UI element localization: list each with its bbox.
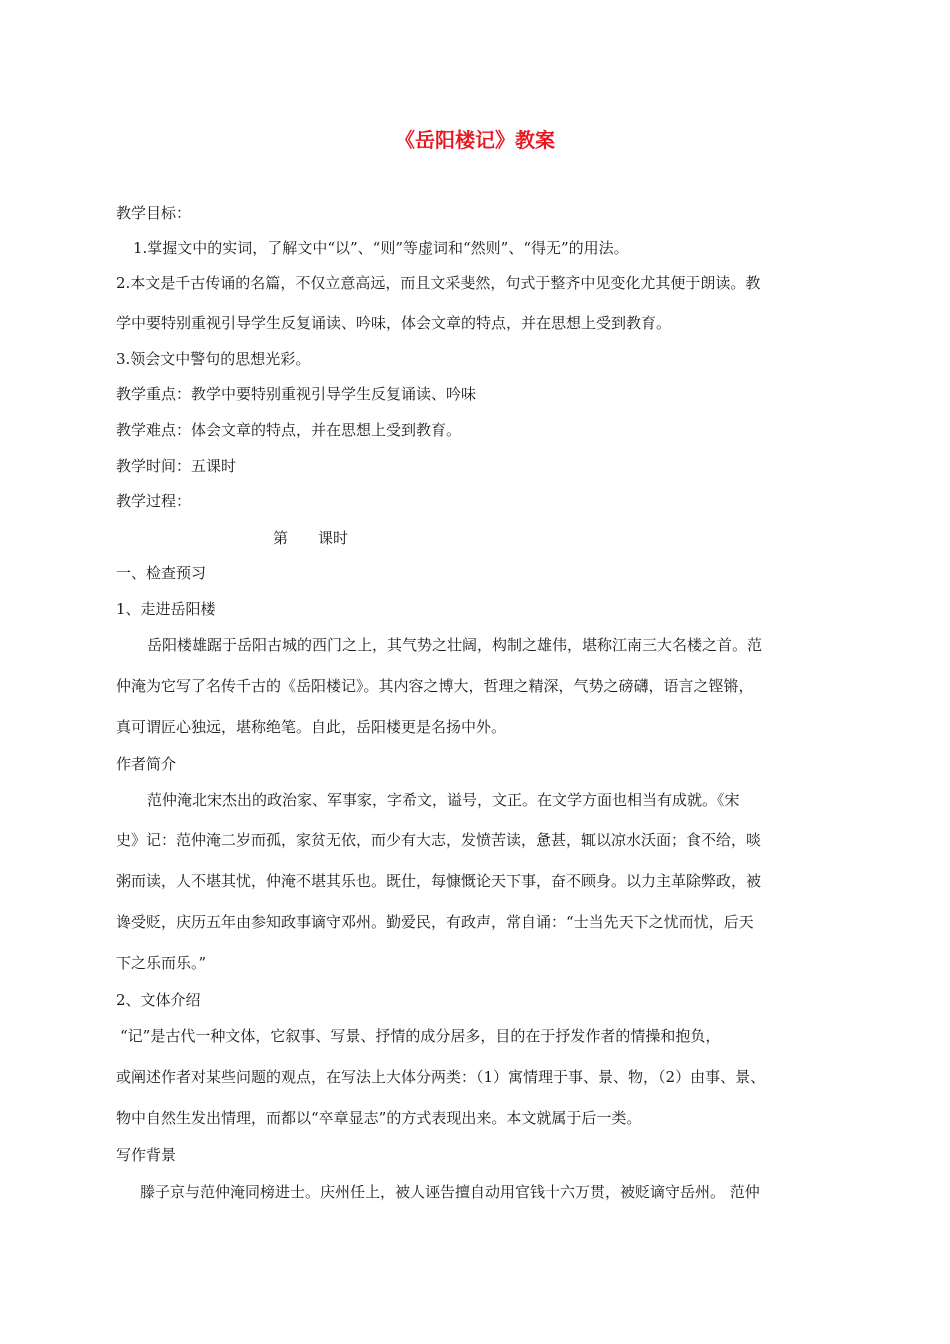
genre-paragraph-line-1: “记”是古代一种文体，它叙事、写景、抒情的成分居多，目的在于抒发作者的情操和抱负， [120,1027,721,1045]
lesson-number: 第 课时 [273,529,349,547]
document-title: 《岳阳楼记》教案 [395,128,555,152]
objective-item-3: 3.领会文中警句的思想光彩。 [116,350,311,368]
genre-paragraph-line-3: 物中自然生发出情理，而都以“卒章显志”的方式表现出来。本文就属于后一类。 [116,1109,642,1127]
subsection-heading-tower: 1、走进岳阳楼 [116,600,216,618]
section-heading-objectives: 教学目标： [116,204,192,222]
teaching-focus: 教学重点：教学中要特别重视引导学生反复诵读、吟味 [116,385,477,403]
author-paragraph-line-4: 谗受贬，庆历五年由参知政事谪守邓州。勤爱民，有政声，常自诵：“士当先天下之忧而忧，后天 [116,913,754,931]
teaching-process: 教学过程： [116,492,192,510]
objective-item-2: 2.本文是千古传诵的名篇，不仅立意高远，而且文采斐然，句式于整齐中见变化尤其便于朗读。教 [116,274,761,292]
genre-paragraph-line-2: 或阐述作者对某些问题的观点，在写法上大体分两类：（1）寓情理于事、景、物，（2）由事、景、 [116,1068,766,1086]
author-paragraph-line-3: 粥而读，人不堪其忧，仲淹不堪其乐也。既仕，每慷慨论天下事，奋不顾身。以力主革除弊政，被 [116,872,762,890]
subsection-heading-genre: 2、文体介绍 [116,991,201,1009]
subsection-heading-background: 写作背景 [116,1146,177,1164]
objective-item-1: 1.掌握文中的实词，了解文中“以”、“则”等虚词和“然则”、“得无”的用法。 [133,239,629,257]
objective-item-2-cont: 学中要特别重视引导学生反复诵读、吟味，体会文章的特点，并在思想上受到教育。 [116,314,672,332]
teaching-time: 教学时间：五课时 [116,457,237,475]
author-paragraph-line-5: 下之乐而乐。” [116,954,207,972]
tower-paragraph-line-2: 仲淹为它写了名传千古的《岳阳楼记》。其内容之博大，哲理之精深，气势之磅礴，语言之铿锵， [116,677,754,695]
section-heading-preview: 一、检查预习 [116,564,207,582]
subsection-heading-author: 作者简介 [116,755,177,773]
tower-paragraph-line-3: 真可谓匠心独远，堪称绝笔。自此，岳阳楼更是名扬中外。 [116,718,507,736]
teaching-difficulty: 教学难点：体会文章的特点，并在思想上受到教育。 [116,421,462,439]
background-paragraph-line-1: 滕子京与范仲淹同榜进士。庆州任上，被人诬告擅自动用官钱十六万贯，被贬谪守岳州。 范仲 [140,1183,760,1201]
tower-paragraph-line-1: 岳阳楼雄踞于岳阳古城的西门之上，其气势之壮阔，构制之雄伟，堪称江南三大名楼之首。范 [147,636,763,654]
author-paragraph-line-1: 范仲淹北宋杰出的政治家、军事家，字希文，谥号，文正。在文学方面也相当有成就。《宋 [147,791,740,809]
author-paragraph-line-2: 史》记：范仲淹二岁而孤，家贫无依，而少有大志，发愤苦读，惫甚，辄以凉水沃面；食不给，啖 [116,831,762,849]
